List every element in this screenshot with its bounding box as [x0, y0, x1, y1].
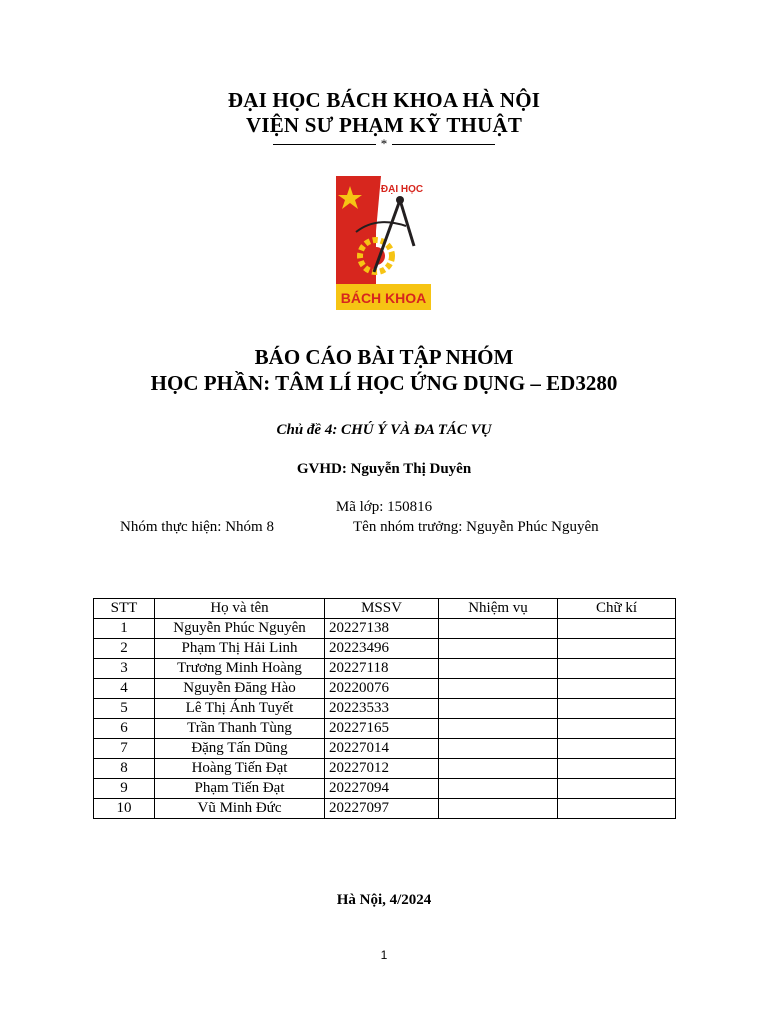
table-row — [94, 659, 676, 679]
table-row — [94, 719, 676, 739]
cell-mssv: 20227138 — [325, 619, 439, 639]
cell-stt: 7 — [94, 739, 155, 759]
members-table — [93, 598, 676, 819]
course-title: HỌC PHẦN: TÂM LÍ HỌC ỨNG DỤNG – ED3280 — [150, 371, 618, 395]
header-name: Họ và tên — [155, 599, 325, 619]
university-name: ĐẠI HỌC BÁCH KHOA HÀ NỘI — [227, 88, 541, 112]
cell-name: Phạm Tiến Đạt — [155, 779, 325, 799]
cell-task — [439, 659, 558, 679]
cell-signature — [558, 719, 676, 739]
cell-signature — [558, 619, 676, 639]
table-row — [94, 699, 676, 719]
cell-stt: 4 — [94, 679, 155, 699]
group-leader: Tên nhóm trưởng: Nguyễn Phúc Nguyên — [353, 519, 599, 535]
report-title: BÁO CÁO BÀI TẬP NHÓM — [254, 345, 514, 369]
cell-signature — [558, 679, 676, 699]
cell-stt: 5 — [94, 699, 155, 719]
cell-mssv: 20227094 — [325, 779, 439, 799]
cell-stt: 9 — [94, 779, 155, 799]
header-separator — [0, 136, 768, 152]
cell-mssv: 20227165 — [325, 719, 439, 739]
header-stt: STT — [94, 599, 155, 619]
place-date: Hà Nội, 4/2024 — [336, 892, 432, 908]
cell-mssv: 20227118 — [325, 659, 439, 679]
table-row — [94, 779, 676, 799]
cell-mssv: 20223533 — [325, 699, 439, 719]
cell-task — [439, 639, 558, 659]
cell-mssv: 20220076 — [325, 679, 439, 699]
logo-compass-hinge — [396, 196, 404, 204]
table-row — [94, 759, 676, 779]
cell-task — [439, 759, 558, 779]
cell-name: Hoàng Tiến Đạt — [155, 759, 325, 779]
table-row — [94, 799, 676, 819]
cell-mssv: 20227014 — [325, 739, 439, 759]
cell-name: Đặng Tấn Dũng — [155, 739, 325, 759]
institute-name: VIỆN SƯ PHẠM KỸ THUẬT — [245, 113, 523, 137]
header-mssv: MSSV — [325, 599, 439, 619]
cell-signature — [558, 659, 676, 679]
separator-line-left — [273, 144, 376, 145]
separator-line-right — [392, 144, 495, 145]
cell-task — [439, 679, 558, 699]
cell-signature — [558, 699, 676, 719]
cell-mssv: 20227012 — [325, 759, 439, 779]
cell-task — [439, 799, 558, 819]
cell-mssv: 20223496 — [325, 639, 439, 659]
cell-stt: 10 — [94, 799, 155, 819]
logo-top-text: ĐẠI HỌC — [380, 184, 424, 195]
cell-signature — [558, 759, 676, 779]
separator-star: * — [380, 136, 388, 151]
cell-name: Nguyễn Phúc Nguyên — [155, 619, 325, 639]
cell-task — [439, 779, 558, 799]
cell-stt: 6 — [94, 719, 155, 739]
class-code: Mã lớp: 150816 — [335, 499, 433, 515]
header-signature: Chữ kí — [558, 599, 676, 619]
cell-name: Nguyễn Đăng Hào — [155, 679, 325, 699]
header-task: Nhiệm vụ — [439, 599, 558, 619]
logo-bottom-text: BÁCH KHOA — [340, 290, 427, 306]
table-row — [94, 619, 676, 639]
table-header-row — [94, 599, 676, 619]
bach-khoa-logo — [336, 176, 431, 310]
cell-task — [439, 739, 558, 759]
cell-name: Phạm Thị Hải Linh — [155, 639, 325, 659]
table-row — [94, 639, 676, 659]
cell-stt: 1 — [94, 619, 155, 639]
cell-name: Trần Thanh Tùng — [155, 719, 325, 739]
cell-task — [439, 699, 558, 719]
cell-signature — [558, 779, 676, 799]
advisor: GVHD: Nguyễn Thị Duyên — [296, 461, 472, 477]
table-row — [94, 739, 676, 759]
cell-name: Trương Minh Hoàng — [155, 659, 325, 679]
table-row — [94, 679, 676, 699]
cell-task — [439, 619, 558, 639]
cell-signature — [558, 739, 676, 759]
page-number: 1 — [380, 948, 388, 962]
topic: Chủ đề 4: CHÚ Ý VÀ ĐA TÁC VỤ — [276, 422, 492, 438]
cell-signature — [558, 639, 676, 659]
cell-task — [439, 719, 558, 739]
cell-stt: 2 — [94, 639, 155, 659]
cell-name: Lê Thị Ánh Tuyết — [155, 699, 325, 719]
cell-name: Vũ Minh Đức — [155, 799, 325, 819]
cell-mssv: 20227097 — [325, 799, 439, 819]
cell-stt: 3 — [94, 659, 155, 679]
cell-stt: 8 — [94, 759, 155, 779]
group-name: Nhóm thực hiện: Nhóm 8 — [120, 519, 274, 535]
cell-signature — [558, 799, 676, 819]
